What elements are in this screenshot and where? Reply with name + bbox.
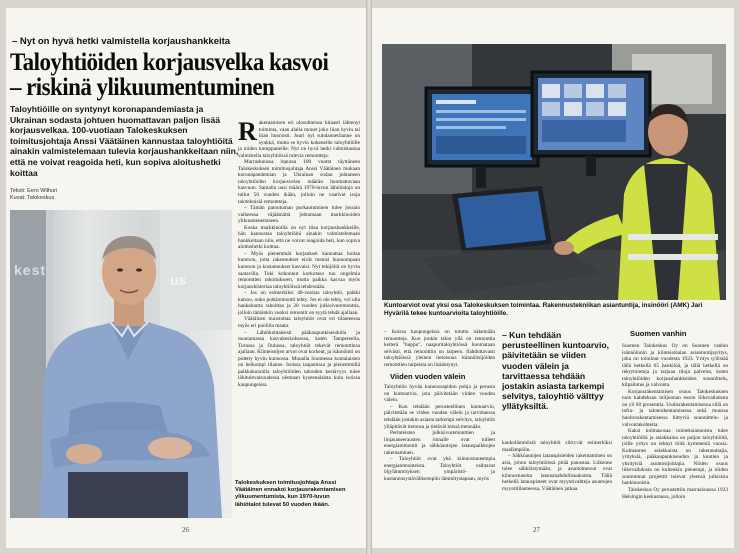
body-paragraph: Marraskuussa lopussa 100 vuotta täyttäneen Talokeskuksen toimitusjohtaja Anssi Väätäinen mukaan koronapandemian ja Ukrainan sodan johtaneen taloyhtiöiden korjausvelan määrän huomattavaan kasvuun. Samalla uusi määrä 1970-luvun lähiötaloja on tullut 50 vuoden ikään, jolloin ne vaativat isoja taloteknisiä remontteja. <box>238 159 360 205</box>
body-paragraph: – Myös pienemmät korjaukset kannattaa hoitaa kuntoon, jotta rakennukset eivät menisi huonompaan kuntoon ja kustannukset kasvaisi. Nyt tekijöitä on hyvin saatavilla. Toki kohonnut korkotaso tuo ongelmia remonttien rahoitukseen, mutta paikka kasvaa myös korjaushistoriaa taloyhtiöissä tehdessään. <box>238 250 360 290</box>
lead-paragraph: Taloyhtiöille on syntynyt koronapandemiasta ja Ukrainan sodasta johtuen huomattavan paljon lisää korjausvelkaa. 100-vuotiaan Talokeskuksen toimitusjohtaja Anssi Väätäinen kannustaa taloyhtiöitä ainakin valmistelemaan tulevia korjaushankkeitaan niin, että ne voivat reagoida heti, kun sopiva aloitushetki koittaa <box>10 104 239 178</box>
body-paragraph: – Kun tehdään perusteellinen kuntoarvio, päivitetään se viiden vuoden välein ja tarvittaessa tehdään jostakin asiasta tarkempi selvitys, taloyhtiöt ylläpitävät tietonsa ja tietävät missä mennään. <box>384 403 495 430</box>
body-paragraph: Korjausrakentamisen osuus Talokeskuksen noin kahdeksan miljoonan euron liikevaihdosta on yli 60 prosenttia. Uudisrakentamisessa sillä on infra- ja talonrakentamisessa sekä muussa huoltorakentamisessa liittyviä suunnittelu- ja valvontakohteita. <box>622 388 728 428</box>
dropcap: R <box>238 117 257 146</box>
kicker: – Nyt on hyvä hetki valmistella korjaushankkeita <box>12 36 231 47</box>
body-paragraph: – Taloyhtiöt ovat yhä kiinnostuneempia energiaremonteista. Taloyhtiöt vaihtavat öljylämmityksen ympäristö- ja kustannusystävällisempiin lämmitystapaan, myös <box>384 456 495 482</box>
credit-photos: Kuvat: Talokeskus <box>10 195 55 201</box>
body-paragraph: – Tämän patoutuman purkautuminen tulee jossain vaiheessa väjäämättä johtamaan markkinoiden ylikuumenemiseen. <box>238 205 360 225</box>
body-paragraph: kaukolämmöstä taloyhtiöt siirtyvät esimerkiksi maalämpöön. <box>502 440 612 453</box>
body-paragraph-text: akentamisen eri olosuhteissa hitaasti lähtenyt toiminta, vaan alalla monet joko liian hyvin tai liian huonosti. Juuri nyt suhdannetilanne on synkkä, mutta se hyvin kokeneille taloyhtiöille ja niiden kumppaneille. Nyt on hyvä hetki valmistautua valmistella taloyhtiössä tulevia remontteja. <box>238 120 360 159</box>
body-paragraph: Kaksi kolmasosaa toimeksiannoista tulee taloyhtiöiltä ja asiakkaina on paljon taloyhtiöitä, joille yritys on tehnyt töitä kymmeniä vuosia. Kolmannes asiakkaista on rakennuttajia, yrityksiä, pääkaupunkiseudun ja kuntien ja yksityisiä asuntosijoittajia. Niiden osuus liikevaihdosta on kuitenkin pienempi, ja niiden suuremmat projektit tulevat yleensä julkisista hankinnoista. <box>622 428 728 487</box>
body-paragraph: – Lähtökohtaisesti pääkaupunkiseudulla ja muutamassa kasvukeskuksessa, kuten Tampereella, Turussa ja Oulussa, taloyhtiöt tekevät remonttinsa ajallaan. Kiinteistöjen arvot ovat korkeat, ja isännöinti on pidetty hyvin kunnossa. Muualla Suomessa kuntalaisten on heikompi tilanne. Isoissa taajamissa ja pienemmillä paikkakunnilla taloyhtiöiden talouden kestävyys tulee lähitulevaisuudessa olemaan kyseenalaista kuin isoissa kaupungeissa. <box>238 329 360 388</box>
sidebar-box <box>622 329 728 500</box>
headline-line-2: – riskinä ylikuumentuminen <box>10 74 275 101</box>
portrait-illustration <box>10 210 232 518</box>
body-paragraph: Suomen Talokeskus Oy on Suomen vanhin isännöinnin ja kiinteistöalan asiantuntijayritys, joka on toiminut vuodesta 1923. Yritys tyllistää tällä hetkellä 65 henkilöä, ja tällä hetkellä on rekrytointeja ja tarjoaa tiloja palvelut, kuten taloyhtiöiden korjaushankkeiden suunnittelu, kilpailutus ja valvonta. <box>622 343 728 389</box>
wall-sign-right: us <box>170 272 187 288</box>
office-illustration <box>382 44 726 300</box>
portrait-caption: Talokeskuksen toimitusjohtaja Anssi Väätäinen ennakoi korjausrakentamisen ylikuumentumista, kun 1970-luvun lähiötalot tulevat 50 vuoden ikään. <box>235 480 346 508</box>
body-paragraph: – Jos on esimerkiksi 40-vuotias taloyhtiö, paikki katsoo, onko putkiremontti tehty. Jos ei ole tehty, voi olla hankaluutta rahoittaa ja 20 vuoden julkisivuremonttia, jolloin tämänkin vuoksi remontit on syytä tehdä ajallaan. <box>238 290 360 316</box>
body-paragraph: Taloyhtiön hyvän kunnossapidon pohja ja perusta on kuntoarvio, jota päivitetään viiden vuoden välein. <box>384 384 495 404</box>
body-paragraph <box>238 117 360 159</box>
sidebar-heading: Suomen vanhin <box>630 329 687 338</box>
office-caption: Kuntoarviot ovat yksi osa Talokeskuksen toimintaa. Rakennustekniikan asiantuntija, insinööri (AMK) Jari Hyvärilä tekee kuntoarvioita taloyhtiöille. <box>384 302 703 317</box>
headline-line-1: Taloyhtiöiden korjausvelka kasvoi <box>10 49 329 76</box>
page-number-right: 27 <box>533 526 540 534</box>
subheading: Viiden vuoden välein <box>390 372 466 382</box>
body-paragraph: Perinteisten julkisivuremonttien ja linjasaneerausten rinnalle ovat tulleet energiaremontit ja sähköautojen latauspaikkojen rakentaminen. <box>384 430 495 456</box>
office-photo <box>382 44 726 300</box>
page-number-left: 26 <box>182 526 189 534</box>
left-page <box>6 8 366 548</box>
body-paragraph: – Isoissa kaupungeissa on totuttu näkemään remontteja. Kun jonkin talon yllä on remonttia ketterä "huppu", naapuritaloyhtiössä huomataan selvästi, että remonttiin on tarpeen. Ilahduttavasti taloyhtiöissä yleinen tietoisuus isännöitsijöiden remonttien tarpeista on lisääntynyt. <box>384 329 495 368</box>
body-paragraph: Koska markkinoilla on nyt tilaa korjaushankkeille, hän kannustaa taloyhtiöitä ainakin valmistelemaan hankkeitaan niin, että ne voivat reagoida heti, kun sopiva aloitushetki koittaa. <box>238 224 360 251</box>
body-column-1 <box>384 329 495 482</box>
headline <box>10 50 336 100</box>
credits <box>10 188 57 202</box>
wall-sign-left: kest <box>14 262 47 278</box>
credit-text: Teksti: Eero Wilhuri <box>10 188 58 194</box>
pull-quote: – Kun tehdään perusteellinen kuntoarvio, päivitetään se viiden vuoden välein ja tarvittaessa tehdään jostakin asiasta tarkempi selvitys, taloyhtiö välttyy yllätyksiltä. <box>502 330 609 412</box>
body-column-left <box>238 117 360 388</box>
body-paragraph: Väätäinen muistuttaa taloyhtiöt ovat eri tilanteessa myös eri puolilla maata. <box>238 316 360 329</box>
body-paragraph: Talokeskus Oy perustettiin marraskuussa 1923 Helsingin keskustassa, jolloin <box>622 487 728 500</box>
right-page <box>372 8 734 548</box>
portrait-photo <box>10 210 232 518</box>
body-paragraph: – Sähköautojen latauspisteiden rakentaminen on asia, johon taloyhtiöissä pitää panostaa. Liikenne tulee sähköistymään, ja asuntomessut ovat kiinnostuneita latausmahdollisuuksista. Tällä hetkellä latauspisteet ovat myyntivaltteja asuntojen myyntitilanteessa, Väätäinen jatkaa. <box>502 453 612 492</box>
body-column-2 <box>502 440 612 492</box>
